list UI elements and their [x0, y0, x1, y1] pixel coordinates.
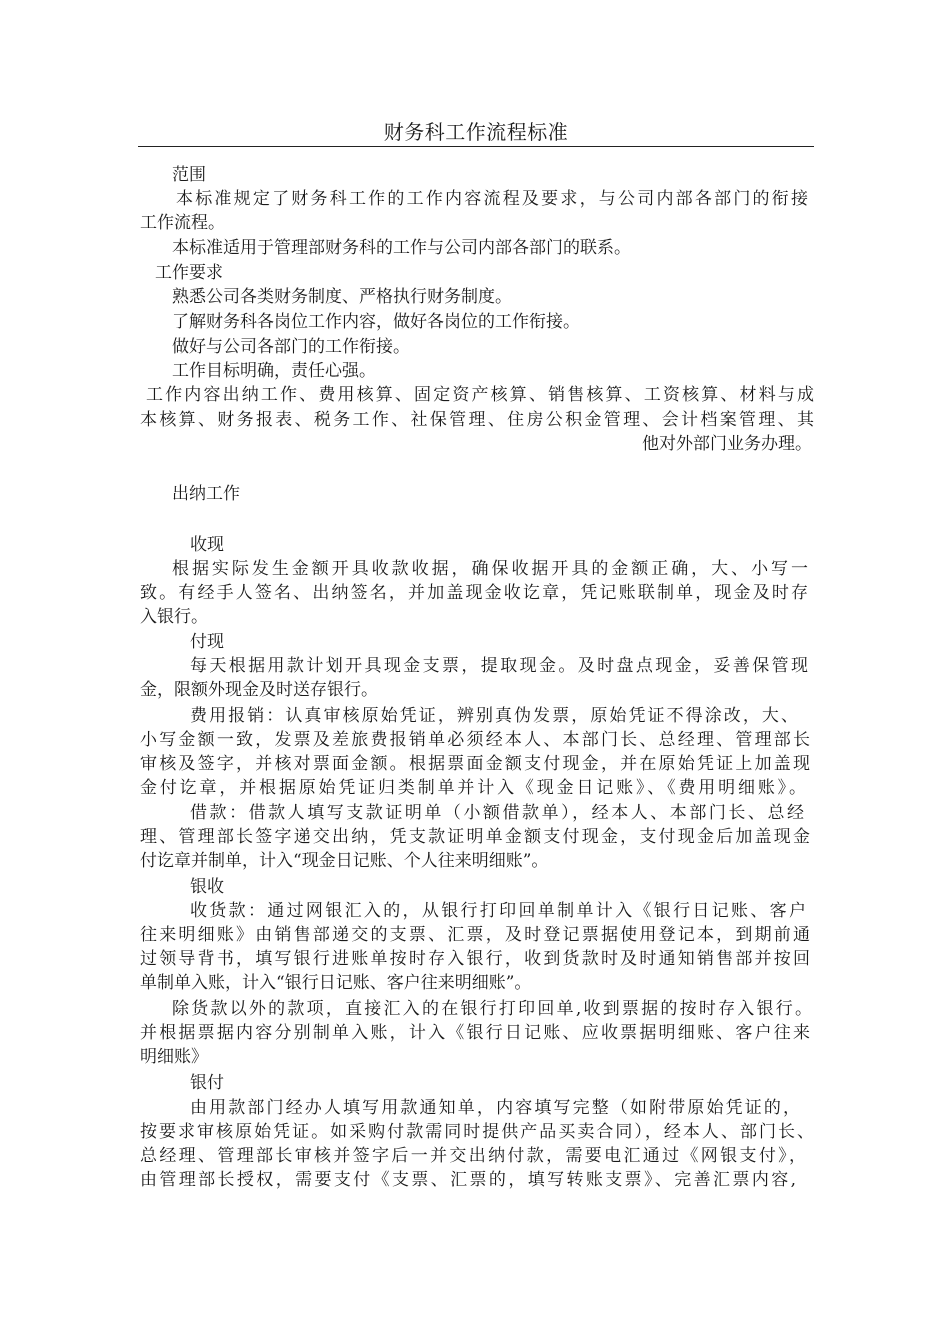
paragraph-line: 由管理部长授权，需要支付《支票、汇票的，填写转账支票》、完善汇票内容,	[140, 1170, 796, 1190]
list-item: 了解财务科各岗位工作内容，做好各岗位的工作衔接。	[172, 312, 580, 332]
paragraph-line: 每天根据用款计划开具现金支票，提取现金。及时盘点现金，妥善保管现	[190, 656, 808, 676]
paragraph-line: 审核及签字，并核对票面金额。根据票面金额支付现金，并在原始凭证上加盖现	[140, 754, 810, 774]
paragraph-line: 除货款以外的款项，直接汇入的在银行打印回单,收到票据的按时存入银行。	[172, 999, 812, 1019]
section-heading-requirements: 工作要求	[155, 263, 223, 283]
paragraph-line: 过领导背书，填写银行进账单按时存入银行，收到货款时及时通知销售部并按回	[140, 949, 810, 969]
paragraph-line: 并根据票据内容分别制单入账，计入《银行日记账、应收票据明细账、客户往来	[140, 1023, 810, 1043]
section-heading-scope: 范围	[172, 165, 206, 185]
list-item: 工作目标明确，责任心强。	[172, 361, 376, 381]
paragraph-line: 小写金额一致，发票及差旅费报销单必须经本人、本部门长、总经理、管理部长	[140, 730, 810, 750]
paragraph-line: 付讫章并制单，计入“现金日记账、个人往来明细账”。	[140, 851, 549, 871]
paragraph-line: 单制单入账，计入“银行日记账、客户往来明细账”。	[140, 973, 532, 993]
paragraph-line: 本标准适用于管理部财务科的工作与公司内部各部门的联系。	[172, 238, 631, 258]
list-item: 做好与公司各部门的工作衔接。	[172, 337, 410, 357]
subheading-bank-receipt: 银收	[190, 877, 224, 897]
paragraph-line: 入银行。	[140, 607, 208, 627]
paragraph-line: 他对外部门业务办理。	[642, 434, 812, 454]
paragraph-line: 工作内容出纳工作、费用核算、固定资产核算、销售核算、工资核算、材料与成	[146, 385, 814, 405]
paragraph-line: 收货款：通过网银汇入的，从银行打印回单制单计入《银行日记账、客户	[190, 901, 806, 921]
paragraph-line: 借款：借款人填写支款证明单（小额借款单），经本人、本部门长、总经	[190, 803, 804, 823]
paragraph-line: 本标准规定了财务科工作的工作内容流程及要求，与公司内部各部门的衔接	[176, 189, 808, 209]
paragraph-line: 致。有经手人签名、出纳签名，并加盖现金收讫章，凭记账联制单，现金及时存	[140, 583, 808, 603]
title-underline	[138, 146, 814, 147]
paragraph-line: 由用款部门经办人填写用款通知单，内容填写完整（如附带原始凭证的，	[190, 1098, 800, 1118]
paragraph-line: 按要求审核原始凭证。如采购付款需同时提供产品买卖合同），经本人、部门长、	[140, 1122, 814, 1142]
paragraph-line: 金付讫章，并根据原始凭证归类制单并计入《现金日记账》、《费用明细账》。	[140, 778, 806, 798]
paragraph-line: 往来明细账》由销售部递交的支票、汇票，及时登记票据使用登记本，到期前通	[140, 925, 810, 945]
paragraph-line: 总经理、管理部长审核并签字后一并交出纳付款，需要电汇通过《网银支付》，	[140, 1146, 806, 1166]
paragraph-line: 费用报销：认真审核原始凭证，辨别真伪发票，原始凭证不得涂改，大、	[190, 706, 798, 726]
paragraph-line: 工作流程。	[140, 213, 225, 233]
list-item: 熟悉公司各类财务制度、严格执行财务制度。	[172, 287, 512, 307]
page-title: 财务科工作流程标准	[383, 120, 569, 144]
subheading-cash-payment: 付现	[190, 632, 224, 652]
subheading-bank-payment: 银付	[190, 1073, 224, 1093]
paragraph-line: 本核算、财务报表、税务工作、社保管理、住房公积金管理、会计档案管理、其	[140, 410, 814, 430]
section-heading-cashier: 出纳工作	[172, 484, 240, 504]
paragraph-line: 明细账》	[140, 1047, 208, 1067]
paragraph-line: 理、管理部长签字递交出纳，凭支款证明单金额支付现金，支付现金后加盖现金	[140, 827, 810, 847]
paragraph-line: 根据实际发生金额开具收款收据，确保收据开具的金额正确，大、小写一	[172, 559, 808, 579]
subheading-cash-receipt: 收现	[190, 535, 224, 555]
paragraph-line: 金，限额外现金及时送存银行。	[140, 680, 378, 700]
